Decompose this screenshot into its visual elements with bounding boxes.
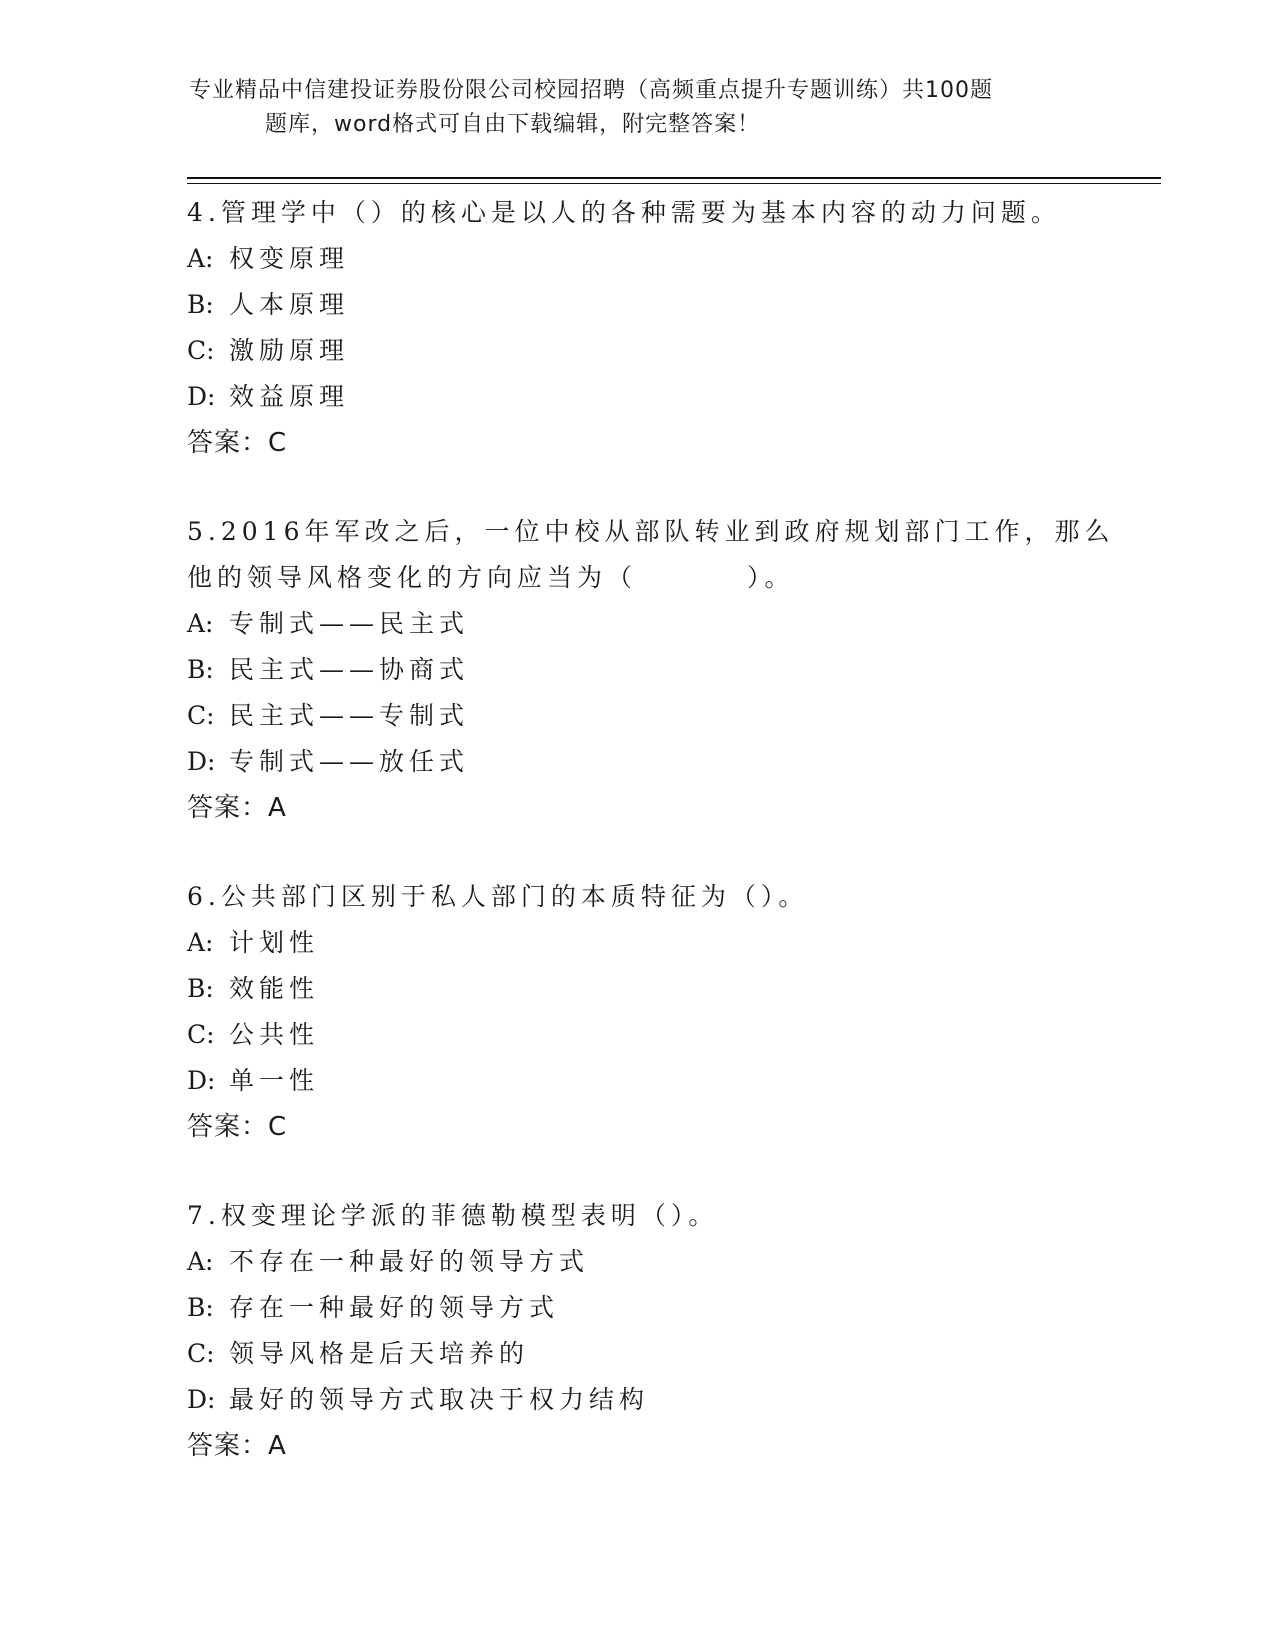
option-text: 最好的领导方式取决于权力结构 — [229, 1385, 650, 1414]
header-divider-thin — [187, 183, 1161, 184]
option-letter: C: — [187, 1020, 215, 1049]
option-letter: A: — [187, 1247, 214, 1276]
option-a — [187, 920, 1087, 966]
option-letter: A: — [187, 928, 214, 957]
option-letter: B: — [187, 655, 214, 684]
option-a — [187, 601, 1087, 647]
option-text: 效益原理 — [229, 382, 350, 411]
option-d — [187, 374, 1087, 420]
option-b — [187, 966, 1087, 1012]
spacer — [187, 466, 1087, 509]
question-stem: 7.权变理论学派的菲德勒模型表明（）。 — [187, 1201, 719, 1230]
option-d — [187, 739, 1087, 785]
answer: 答案：C — [187, 428, 288, 458]
answer: 答案：C — [187, 1112, 288, 1142]
option-letter: C: — [187, 701, 215, 730]
option-d — [187, 1058, 1087, 1104]
option-text: 计划性 — [229, 928, 320, 957]
option-letter: B: — [187, 290, 214, 319]
header-divider-thick — [187, 177, 1161, 179]
question-stem: 4.管理学中（）的核心是以人的各种需要为基本内容的动力问题。 — [187, 198, 1061, 227]
option-letter: D: — [187, 1066, 216, 1095]
option-letter: D: — [187, 747, 216, 776]
option-letter: D: — [187, 382, 216, 411]
option-c — [187, 328, 1087, 374]
option-letter: C: — [187, 1339, 215, 1368]
option-a — [187, 236, 1087, 282]
option-text: 领导风格是后天培养的 — [229, 1339, 530, 1368]
option-letter: B: — [187, 1293, 214, 1322]
question-5 — [187, 509, 1115, 831]
spacer — [187, 831, 1087, 874]
option-d — [187, 1377, 1087, 1423]
spacer — [187, 1150, 1087, 1193]
option-letter: A: — [187, 609, 214, 638]
option-b — [187, 1285, 1087, 1331]
option-text: 权变原理 — [229, 244, 350, 273]
option-text: 存在一种最好的领导方式 — [229, 1293, 560, 1322]
answer: 答案：A — [187, 793, 287, 823]
option-text: 专制式——民主式 — [229, 609, 470, 638]
option-text: 不存在一种最好的领导方式 — [229, 1247, 590, 1276]
question-list — [187, 190, 1115, 1469]
question-stem: 6.公共部门区别于私人部门的本质特征为（）。 — [187, 882, 809, 911]
question-7 — [187, 1193, 1087, 1469]
option-text: 激励原理 — [229, 336, 350, 365]
option-text: 民主式——专制式 — [229, 701, 470, 730]
question-stem-line2-end: ）。 — [747, 563, 795, 592]
option-text: 人本原理 — [229, 290, 350, 319]
answer: 答案：A — [187, 1431, 287, 1461]
option-text: 效能性 — [229, 974, 320, 1003]
option-c — [187, 1012, 1087, 1058]
option-text: 专制式——放任式 — [229, 747, 470, 776]
option-c — [187, 693, 1087, 739]
option-letter: C: — [187, 336, 215, 365]
option-text: 民主式——协商式 — [229, 655, 470, 684]
document-header — [189, 74, 1089, 142]
option-text: 单一性 — [229, 1066, 320, 1095]
question-stem-line2 — [187, 555, 1087, 601]
option-letter: A: — [187, 244, 214, 273]
header-title-line1: 专业精品中信建投证券股份限公司校园招聘（高频重点提升专题训练）共100题 — [189, 78, 993, 103]
option-letter: B: — [187, 974, 214, 1003]
option-c — [187, 1331, 1087, 1377]
option-b — [187, 647, 1087, 693]
question-4 — [187, 190, 1087, 466]
option-b — [187, 282, 1087, 328]
option-a — [187, 1239, 1087, 1285]
header-title-line2: 题库，word格式可自由下载编辑，附完整答案！ — [265, 112, 761, 137]
option-letter: D: — [187, 1385, 216, 1414]
question-6 — [187, 874, 1087, 1150]
question-stem-line2-start: 他的领导风格变化的方向应当为（ — [187, 563, 638, 592]
question-stem-line1: 5.2016年军改之后，一位中校从部队转业到政府规划部门工作，那么 — [187, 517, 1115, 546]
option-text: 公共性 — [229, 1020, 320, 1049]
